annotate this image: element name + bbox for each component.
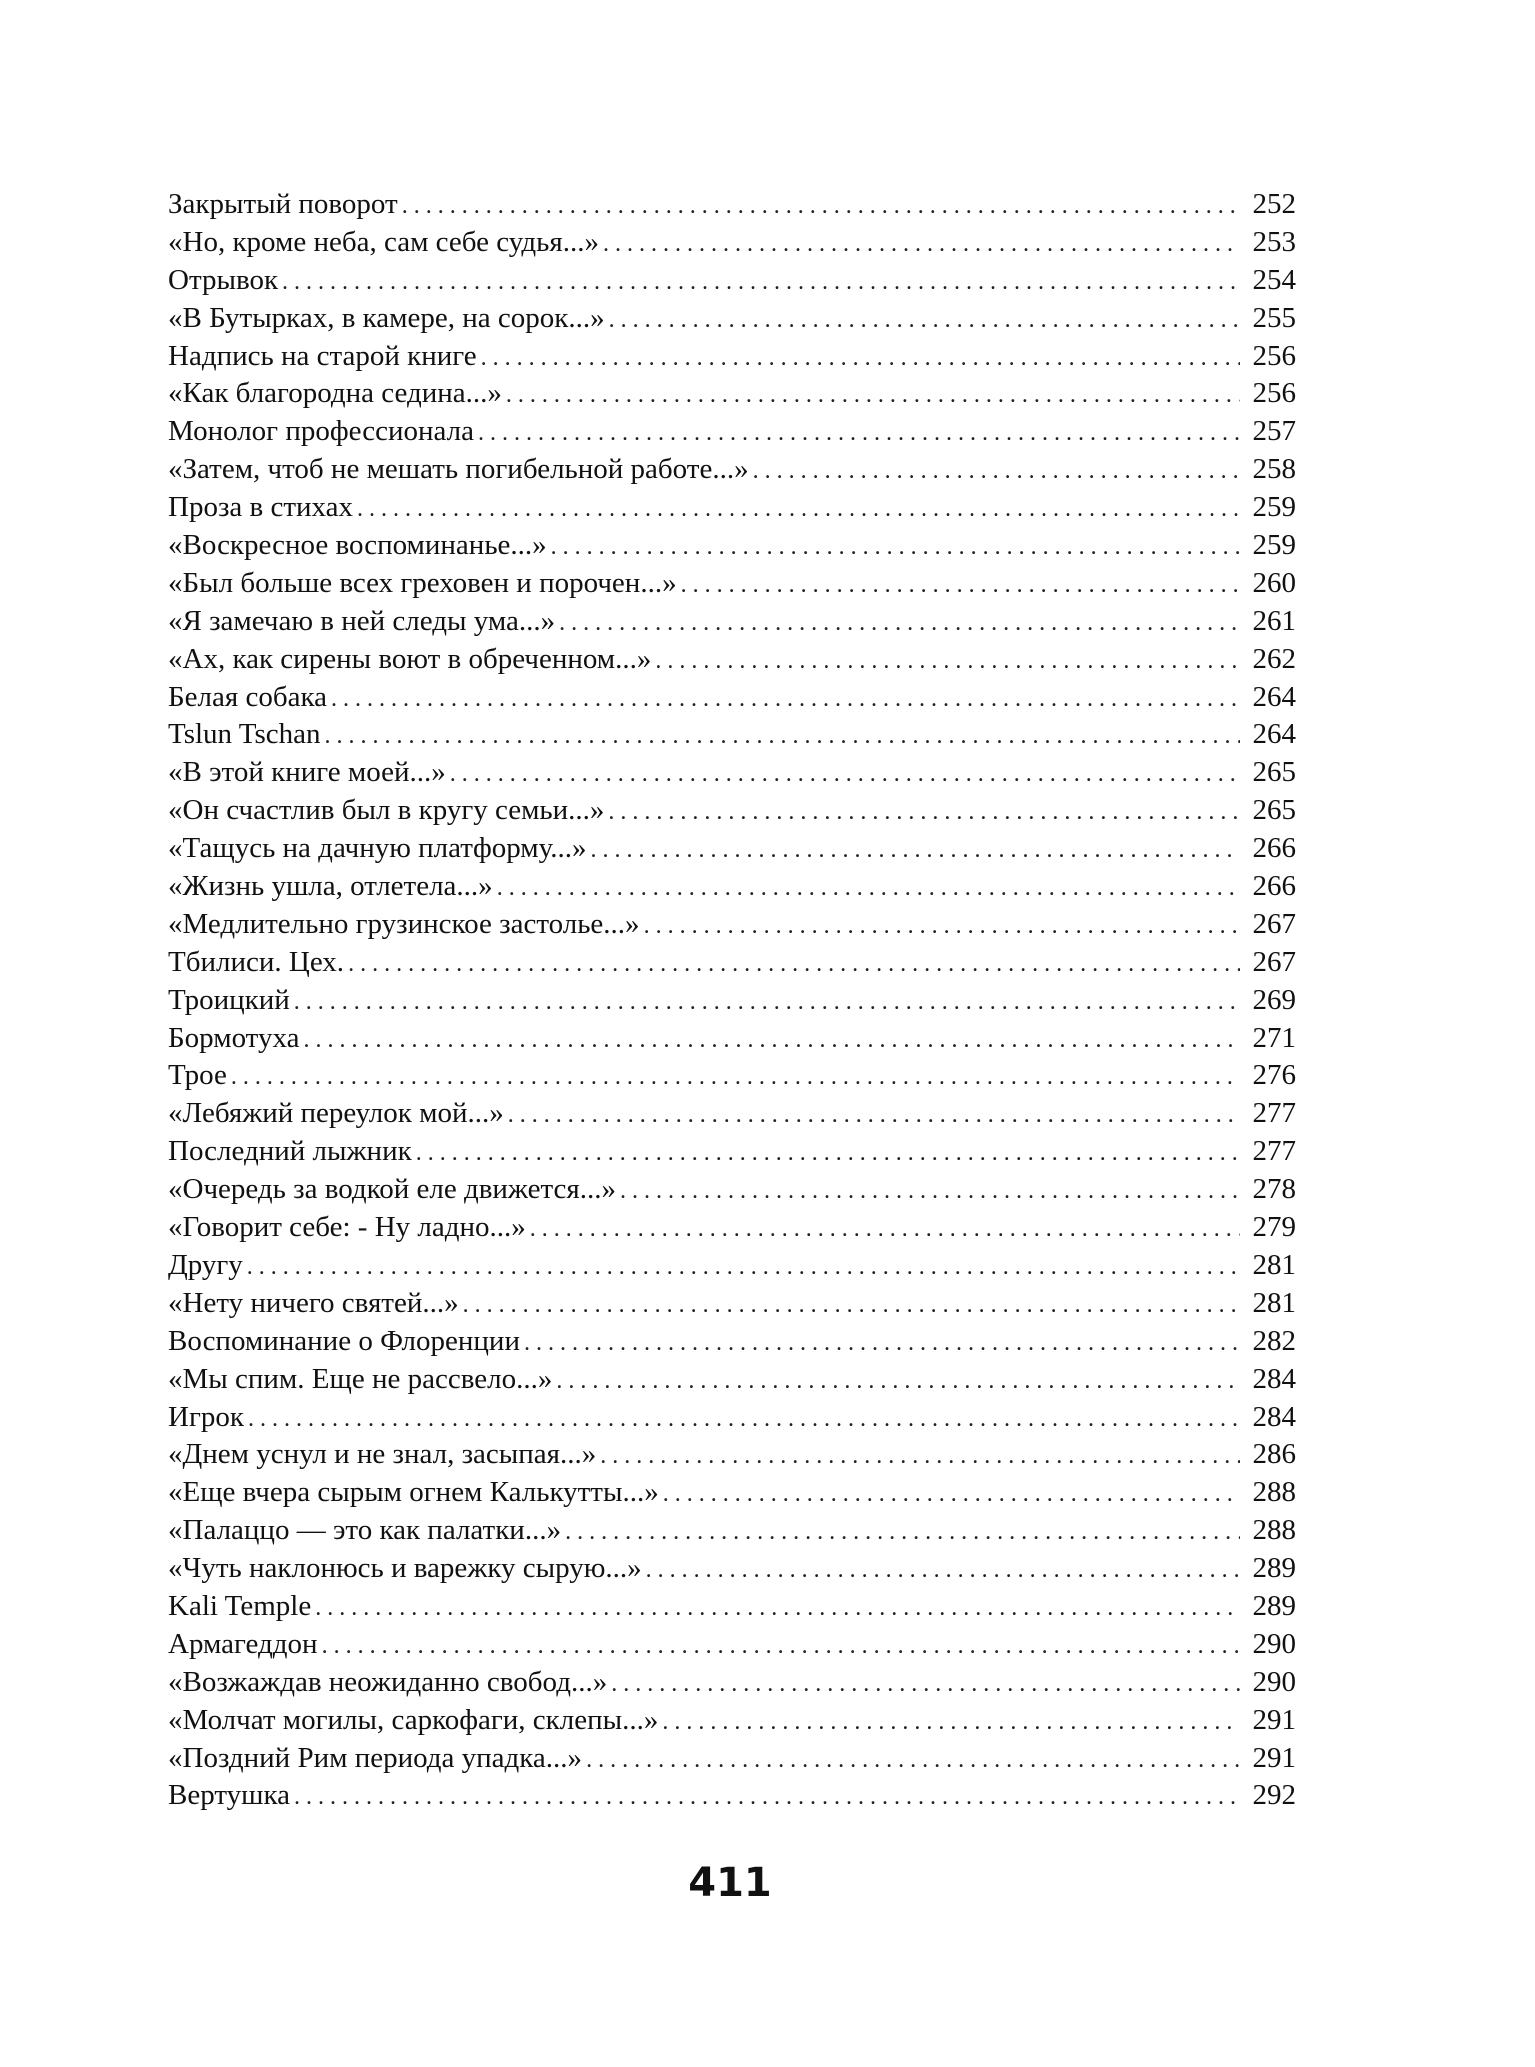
toc-entry — [168, 716, 1296, 754]
toc-entry — [168, 1626, 1296, 1664]
toc-entry-title: «Затем, чтоб не мешать погибельной работе...» — [168, 453, 749, 486]
toc-entry-title: Закрытый поворот — [168, 188, 398, 220]
dot-leader — [294, 984, 1240, 1020]
toc-entry-title: «В Бутырках, в камере, на сорок...» — [168, 301, 605, 334]
dot-leader — [655, 643, 1240, 679]
toc-entry-page: 261 — [1252, 604, 1296, 637]
dot-leader — [231, 1059, 1240, 1095]
toc-entry-page: 278 — [1252, 1173, 1296, 1206]
toc-entry — [168, 1512, 1296, 1550]
toc-entry — [168, 1209, 1296, 1247]
toc-entry-page: 290 — [1252, 1627, 1296, 1660]
toc-entry — [168, 679, 1296, 717]
toc-entry — [168, 1550, 1296, 1588]
toc-entry — [168, 641, 1296, 679]
toc-entry-title: Kali Temple — [168, 1589, 312, 1622]
toc-entry-title: Вертушка — [168, 1779, 290, 1812]
toc-entry-page: 258 — [1252, 453, 1296, 486]
toc-entry — [168, 1588, 1296, 1626]
dot-leader — [591, 832, 1240, 868]
toc-entry-title: «Молчат могилы, саркофаги, склепы...» — [168, 1703, 659, 1736]
toc-entry — [168, 300, 1296, 338]
toc-entry-title: Другу — [168, 1248, 243, 1281]
toc-entry-page: 284 — [1252, 1362, 1296, 1395]
dot-leader — [644, 908, 1240, 944]
toc-entry-title: Армагеддон — [168, 1627, 318, 1660]
toc-entry-page: 271 — [1252, 1021, 1296, 1054]
toc-entry-title: Тбилиси. Цех. — [168, 945, 345, 978]
toc-entry-title: «Он счастлив был в кругу семьи...» — [168, 794, 605, 827]
toc-entry — [168, 830, 1296, 868]
toc-entry — [168, 868, 1296, 906]
dot-leader — [551, 529, 1240, 565]
toc-entry — [168, 1020, 1296, 1058]
toc-entry-page: 290 — [1252, 1665, 1296, 1698]
dot-leader — [603, 226, 1240, 262]
toc-entry — [168, 944, 1296, 982]
toc-entry-title: «Чуть наклонюсь и варежку сырую...» — [168, 1552, 642, 1585]
toc-entry-page: 265 — [1252, 794, 1296, 827]
toc-entry-title: «Лебяжий переулок мой...» — [168, 1097, 504, 1130]
dot-leader — [662, 1704, 1240, 1740]
toc-entry — [168, 1247, 1296, 1285]
toc-entry — [168, 906, 1296, 944]
toc-entry-page: 260 — [1252, 566, 1296, 599]
toc-entry-title: Tslun Tschan — [168, 718, 321, 751]
toc-entry-title: Отрывок — [168, 263, 279, 296]
toc-entry-title: «Еще вчера сырым огнем Калькутты...» — [168, 1476, 659, 1509]
toc-entry-page: 277 — [1252, 1097, 1296, 1130]
dot-leader — [753, 453, 1240, 489]
toc-entry-title: «Ах, как сирены воют в обреченном...» — [168, 642, 652, 675]
toc-entry — [168, 603, 1296, 641]
toc-entry-page: 254 — [1252, 263, 1296, 296]
toc-entry-page: 262 — [1252, 642, 1296, 675]
dot-leader — [416, 1135, 1240, 1171]
dot-leader — [463, 1287, 1240, 1323]
toc-entry-title: «Воскресное воспоминанье...» — [168, 529, 547, 562]
toc-entry — [168, 1664, 1296, 1702]
toc-entry-page: 267 — [1252, 945, 1296, 978]
toc-entry-title: «Очередь за водкой еле движется...» — [168, 1173, 616, 1206]
toc-entry — [168, 1474, 1296, 1512]
toc-entry — [168, 1057, 1296, 1095]
toc-entry-page: 291 — [1252, 1741, 1296, 1774]
toc-entry-page: 281 — [1252, 1248, 1296, 1281]
toc-entry-title: «В этой книге моей...» — [168, 756, 446, 789]
dot-leader — [315, 1590, 1240, 1626]
dot-leader — [586, 1742, 1240, 1778]
toc-entry-page: 266 — [1252, 870, 1296, 903]
toc-entry-title: «Нету ничего святей...» — [168, 1286, 459, 1319]
toc-entry-title: «Но, кроме неба, сам себе судья...» — [168, 225, 599, 258]
dot-leader — [402, 188, 1240, 224]
toc-entry-page: 288 — [1252, 1476, 1296, 1509]
toc-entry-page: 288 — [1252, 1514, 1296, 1547]
toc-entry-title: «Как благородна седина...» — [168, 377, 502, 410]
dot-leader — [506, 377, 1240, 413]
toc-entry-page: 264 — [1252, 718, 1296, 751]
toc-entry — [168, 413, 1296, 451]
toc-entry-title: «Мы спим. Еще не рассвело...» — [168, 1362, 553, 1395]
toc-entry — [168, 451, 1296, 489]
toc-entry-title: «Медлительно грузинское застолье...» — [168, 907, 640, 940]
toc-entry — [168, 1702, 1296, 1740]
toc-entry-page: 253 — [1252, 225, 1296, 258]
toc-entry-page: 259 — [1252, 529, 1296, 562]
toc-entry — [168, 375, 1296, 413]
toc-entry-page: 289 — [1252, 1589, 1296, 1622]
dot-leader — [559, 605, 1240, 641]
toc-entry-page: 257 — [1252, 415, 1296, 448]
toc-entry — [168, 1171, 1296, 1209]
toc-entry — [168, 754, 1296, 792]
toc-entry-title: «Возжаждав неожиданно свобод...» — [168, 1665, 608, 1698]
toc-entry-page: 252 — [1252, 188, 1296, 220]
toc-entry — [168, 1777, 1296, 1815]
dot-leader — [608, 794, 1240, 830]
toc-entry — [168, 338, 1296, 376]
dot-leader — [530, 1211, 1240, 1247]
toc-entry-title: «Жизнь ушла, отлетела...» — [168, 870, 493, 903]
toc-entry-page: 292 — [1252, 1779, 1296, 1812]
dot-leader — [324, 718, 1240, 754]
toc-entry-page: 259 — [1252, 491, 1296, 524]
toc-entry — [168, 565, 1296, 603]
toc-entry-page: 255 — [1252, 301, 1296, 334]
dot-leader — [620, 1173, 1240, 1209]
dot-leader — [556, 1363, 1240, 1399]
dot-leader — [331, 681, 1240, 717]
dot-leader — [303, 1022, 1240, 1058]
toc-entry-title: Проза в стихах — [168, 491, 354, 524]
toc-entry-title: «Поздний Рим периода упадка...» — [168, 1741, 583, 1774]
toc-entry-title: Последний лыжник — [168, 1135, 412, 1168]
dot-leader — [508, 1097, 1240, 1133]
toc-entry — [168, 1361, 1296, 1399]
toc-entry-page: 286 — [1252, 1438, 1296, 1471]
toc-entry-page: 291 — [1252, 1703, 1296, 1736]
toc-entry-page: 282 — [1252, 1324, 1296, 1357]
toc-entry-page: 289 — [1252, 1552, 1296, 1585]
toc-entry — [168, 792, 1296, 830]
toc-entry-page: 277 — [1252, 1135, 1296, 1168]
dot-leader — [609, 302, 1240, 338]
toc-entry-title: Бормотуха — [168, 1021, 300, 1054]
dot-leader — [646, 1552, 1240, 1588]
dot-leader — [524, 1325, 1240, 1361]
toc-entry — [168, 1436, 1296, 1474]
dot-leader — [663, 1476, 1240, 1512]
toc-entry-title: «Днем уснул и не знал, засыпая...» — [168, 1438, 597, 1471]
toc-entry — [168, 982, 1296, 1020]
toc-entry-page: 276 — [1252, 1059, 1296, 1092]
dot-leader — [282, 264, 1240, 300]
dot-leader — [248, 1401, 1240, 1437]
toc-entry — [168, 262, 1296, 300]
toc-entry-page: 281 — [1252, 1286, 1296, 1319]
toc-entry-page: 256 — [1252, 377, 1296, 410]
dot-leader — [294, 1779, 1240, 1815]
dot-leader — [357, 491, 1240, 527]
dot-leader — [497, 870, 1240, 906]
toc-entry — [168, 1095, 1296, 1133]
toc-entry-page: 256 — [1252, 339, 1296, 372]
dot-leader — [681, 567, 1240, 603]
toc-entry-title: «Был больше всех греховен и порочен...» — [168, 566, 677, 599]
dot-leader — [481, 340, 1240, 376]
dot-leader — [565, 1514, 1240, 1550]
toc-entry-page: 269 — [1252, 983, 1296, 1016]
toc-entry — [168, 1133, 1296, 1171]
dot-leader — [247, 1249, 1240, 1285]
toc-entry-title: Монолог профессионала — [168, 415, 474, 448]
toc-entry-title: «Говорит себе: - Ну ладно...» — [168, 1211, 526, 1244]
toc-entry-page: 266 — [1252, 832, 1296, 865]
toc-entry-title: Трое — [168, 1059, 227, 1092]
dot-leader — [611, 1666, 1240, 1702]
toc-entry-title: «Тащусь на дачную платформу...» — [168, 832, 587, 865]
table-of-contents — [168, 186, 1296, 1815]
page-number: 411 — [688, 1860, 772, 1906]
dot-leader — [322, 1628, 1240, 1664]
toc-entry-page: 279 — [1252, 1211, 1296, 1244]
toc-entry-title: Игрок — [168, 1400, 244, 1433]
toc-entry — [168, 186, 1296, 224]
toc-entry-title: «Я замечаю в ней следы ума...» — [168, 604, 556, 637]
toc-entry-title: Надпись на старой книге — [168, 339, 477, 372]
toc-entry — [168, 1323, 1296, 1361]
toc-entry-page: 267 — [1252, 907, 1296, 940]
toc-entry — [168, 1740, 1296, 1778]
toc-entry — [168, 489, 1296, 527]
dot-leader — [600, 1438, 1240, 1474]
dot-leader — [450, 756, 1240, 792]
toc-entry-title: Троицкий — [168, 983, 290, 1016]
toc-entry — [168, 224, 1296, 262]
dot-leader — [348, 946, 1240, 982]
toc-entry-page: 264 — [1252, 680, 1296, 713]
toc-entry-title: Белая собака — [168, 680, 327, 713]
toc-entry-title: «Палаццо — это как палатки...» — [168, 1514, 562, 1547]
toc-entry — [168, 527, 1296, 565]
toc-entry-title: Воспоминание о Флоренции — [168, 1324, 520, 1357]
toc-entry — [168, 1399, 1296, 1437]
toc-entry — [168, 1285, 1296, 1323]
toc-entry-page: 284 — [1252, 1400, 1296, 1433]
toc-entry-page: 265 — [1252, 756, 1296, 789]
dot-leader — [478, 415, 1240, 451]
